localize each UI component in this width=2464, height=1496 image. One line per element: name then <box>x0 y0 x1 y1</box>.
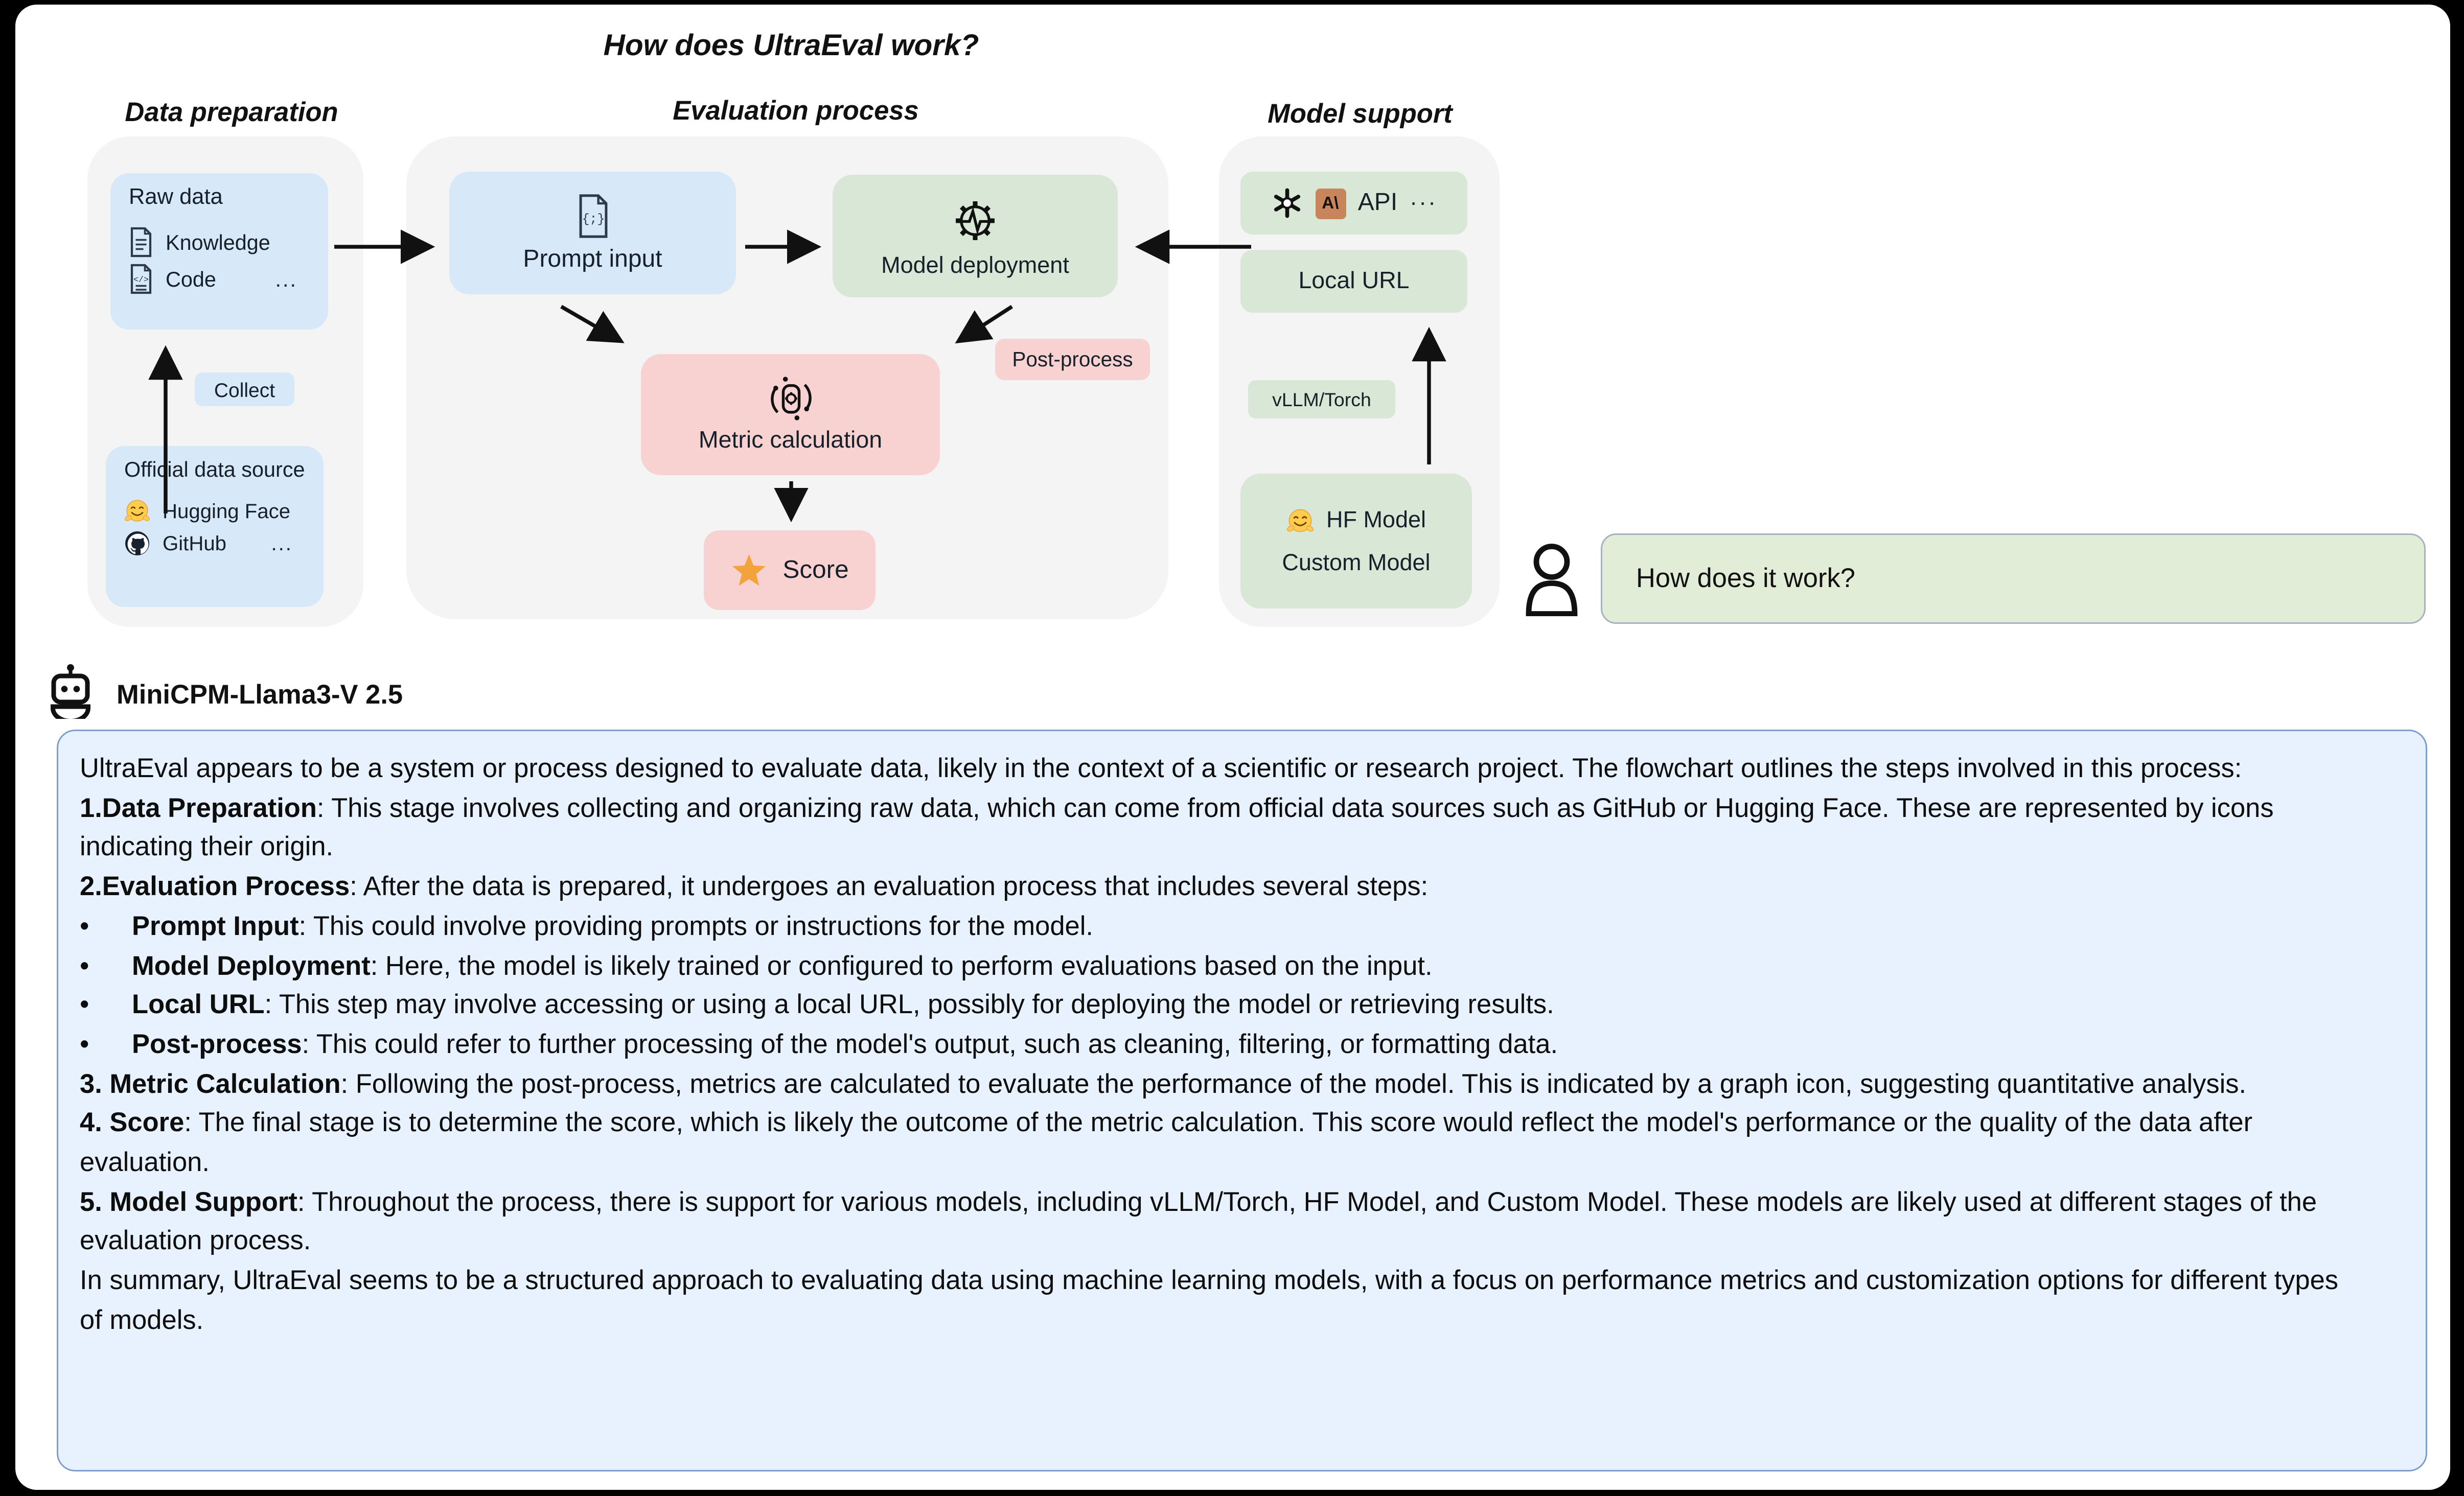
openai-icon <box>1271 187 1303 219</box>
user-question-text: How does it work? <box>1636 563 1855 593</box>
canvas-card <box>15 5 2450 1490</box>
answer-paragraph: • Post-process: This could refer to further processing of the model's output, such as cleaning, filtering, or formatting data. <box>80 1028 1558 1059</box>
score-node <box>704 530 876 610</box>
star-icon <box>730 551 769 590</box>
hugging-face-icon <box>124 498 150 524</box>
prompt-input-node <box>449 172 736 294</box>
answer-paragraph: 5. Model Support: Throughout the process, there is support for various models, including vLLM/Torch, HF Model, and Custom Model. These models are likely used at different stages of the evaluation process. <box>80 1186 2317 1256</box>
code-file-icon <box>129 264 153 294</box>
hugging-face-icon <box>1286 507 1314 534</box>
anthropic-icon: A\ <box>1315 188 1346 219</box>
svg-text:{;}: {;} <box>581 211 604 226</box>
collect-text: Collect <box>214 378 275 401</box>
robot-icon <box>46 664 95 719</box>
official-item-label: Hugging Face <box>163 500 291 523</box>
flowchart-title: How does UltraEval work? <box>603 29 979 63</box>
answer-paragraph: 4. Score: The final stage is to determine the score, which is likely the outcome of the metric calculation. This score would reflect the model's performance or the quality of the data after evaluation. <box>80 1107 2253 1178</box>
section-heading-evaluation-process: Evaluation process <box>673 95 919 126</box>
section-heading-data-preparation: Data preparation <box>125 97 338 127</box>
answer-paragraph: • Local URL: This step may involve accessing or using a local URL, possibly for deploying the model or retrieving results. <box>80 989 1554 1020</box>
official-more-ellipsis: ... <box>271 532 293 555</box>
github-icon <box>124 530 150 556</box>
list-item <box>129 227 313 258</box>
model-deployment-node <box>833 175 1118 297</box>
answer-paragraph: In summary, UltraEval seems to be a structured approach to evaluating data using machine learning models, with a focus on performance metrics and customization options for different types of models. <box>80 1265 2339 1335</box>
local-url-text: Local URL <box>1298 267 1410 294</box>
user-icon <box>1524 541 1579 616</box>
list-item <box>124 530 308 556</box>
api-label: API <box>1357 189 1398 216</box>
api-node <box>1240 172 1467 235</box>
custom-model-label: Custom Model <box>1282 549 1431 576</box>
answer-paragraph: 1.Data Preparation: This stage involves collecting and organizing raw data, which can come from official data sources such as GitHub or Hugging Face. These are represented by icons indicating their origin. <box>80 792 2274 862</box>
official-data-source-box <box>106 446 324 607</box>
model-name: MiniCPM-Llama3-V 2.5 <box>117 679 403 710</box>
user-question-bubble <box>1601 533 2426 624</box>
hf-model-row <box>1286 507 1426 534</box>
post-process-label <box>995 339 1150 380</box>
answer-paragraph: • Prompt Input: This could involve providing prompts or instructions for the model. <box>80 910 1093 941</box>
vllm-torch-text: vLLM/Torch <box>1272 388 1371 410</box>
answer-paragraph: 2.Evaluation Process: After the data is prepared, it undergoes an evaluation process that includes several steps: <box>80 871 1429 902</box>
vllm-torch-label <box>1248 380 1395 418</box>
raw-more-ellipsis: ... <box>275 267 297 291</box>
answer-paragraph: • Model Deployment: Here, the model is likely trained or configured to perform evaluations based on the input. <box>80 949 1433 980</box>
raw-item-label: Code <box>166 267 216 291</box>
metric-calculation-label: Metric calculation <box>698 428 883 454</box>
prompt-input-label: Prompt input <box>523 246 662 272</box>
raw-item-label: Knowledge <box>166 230 270 254</box>
answer-text <box>80 750 2367 1341</box>
score-label: Score <box>782 555 849 583</box>
document-icon <box>129 227 153 258</box>
collect-label <box>195 372 294 406</box>
section-heading-model-support: Model support <box>1268 98 1453 129</box>
hf-model-node <box>1240 474 1472 609</box>
json-document-icon <box>574 193 611 239</box>
answer-box <box>57 730 2427 1471</box>
svg-text:</>: </> <box>133 275 149 285</box>
metric-gear-orbit-icon <box>766 374 815 423</box>
list-item <box>129 264 313 294</box>
api-more-ellipsis: ··· <box>1410 190 1438 216</box>
model-deployment-label: Model deployment <box>881 252 1069 278</box>
post-process-text: Post-process <box>1012 348 1133 371</box>
list-item <box>124 498 308 524</box>
local-url-node <box>1240 250 1467 313</box>
official-source-title: Official data source <box>124 458 305 481</box>
hf-model-label: HF Model <box>1326 507 1426 533</box>
answer-paragraph: 3. Metric Calculation: Following the post-process, metrics are calculated to evaluate the performance of the model. This is indicated by a graph icon, suggesting quantitative analysis. <box>80 1067 2247 1098</box>
metric-calculation-node <box>641 354 940 475</box>
gear-pulse-icon <box>949 194 1001 246</box>
answer-paragraph: UltraEval appears to be a system or process designed to evaluate data, likely in the context of a scientific or research project. The flowchart outlines the steps involved in this process: <box>80 753 2242 783</box>
official-item-label: GitHub <box>163 532 227 555</box>
raw-data-title: Raw data <box>129 185 223 210</box>
raw-data-box <box>110 173 328 330</box>
